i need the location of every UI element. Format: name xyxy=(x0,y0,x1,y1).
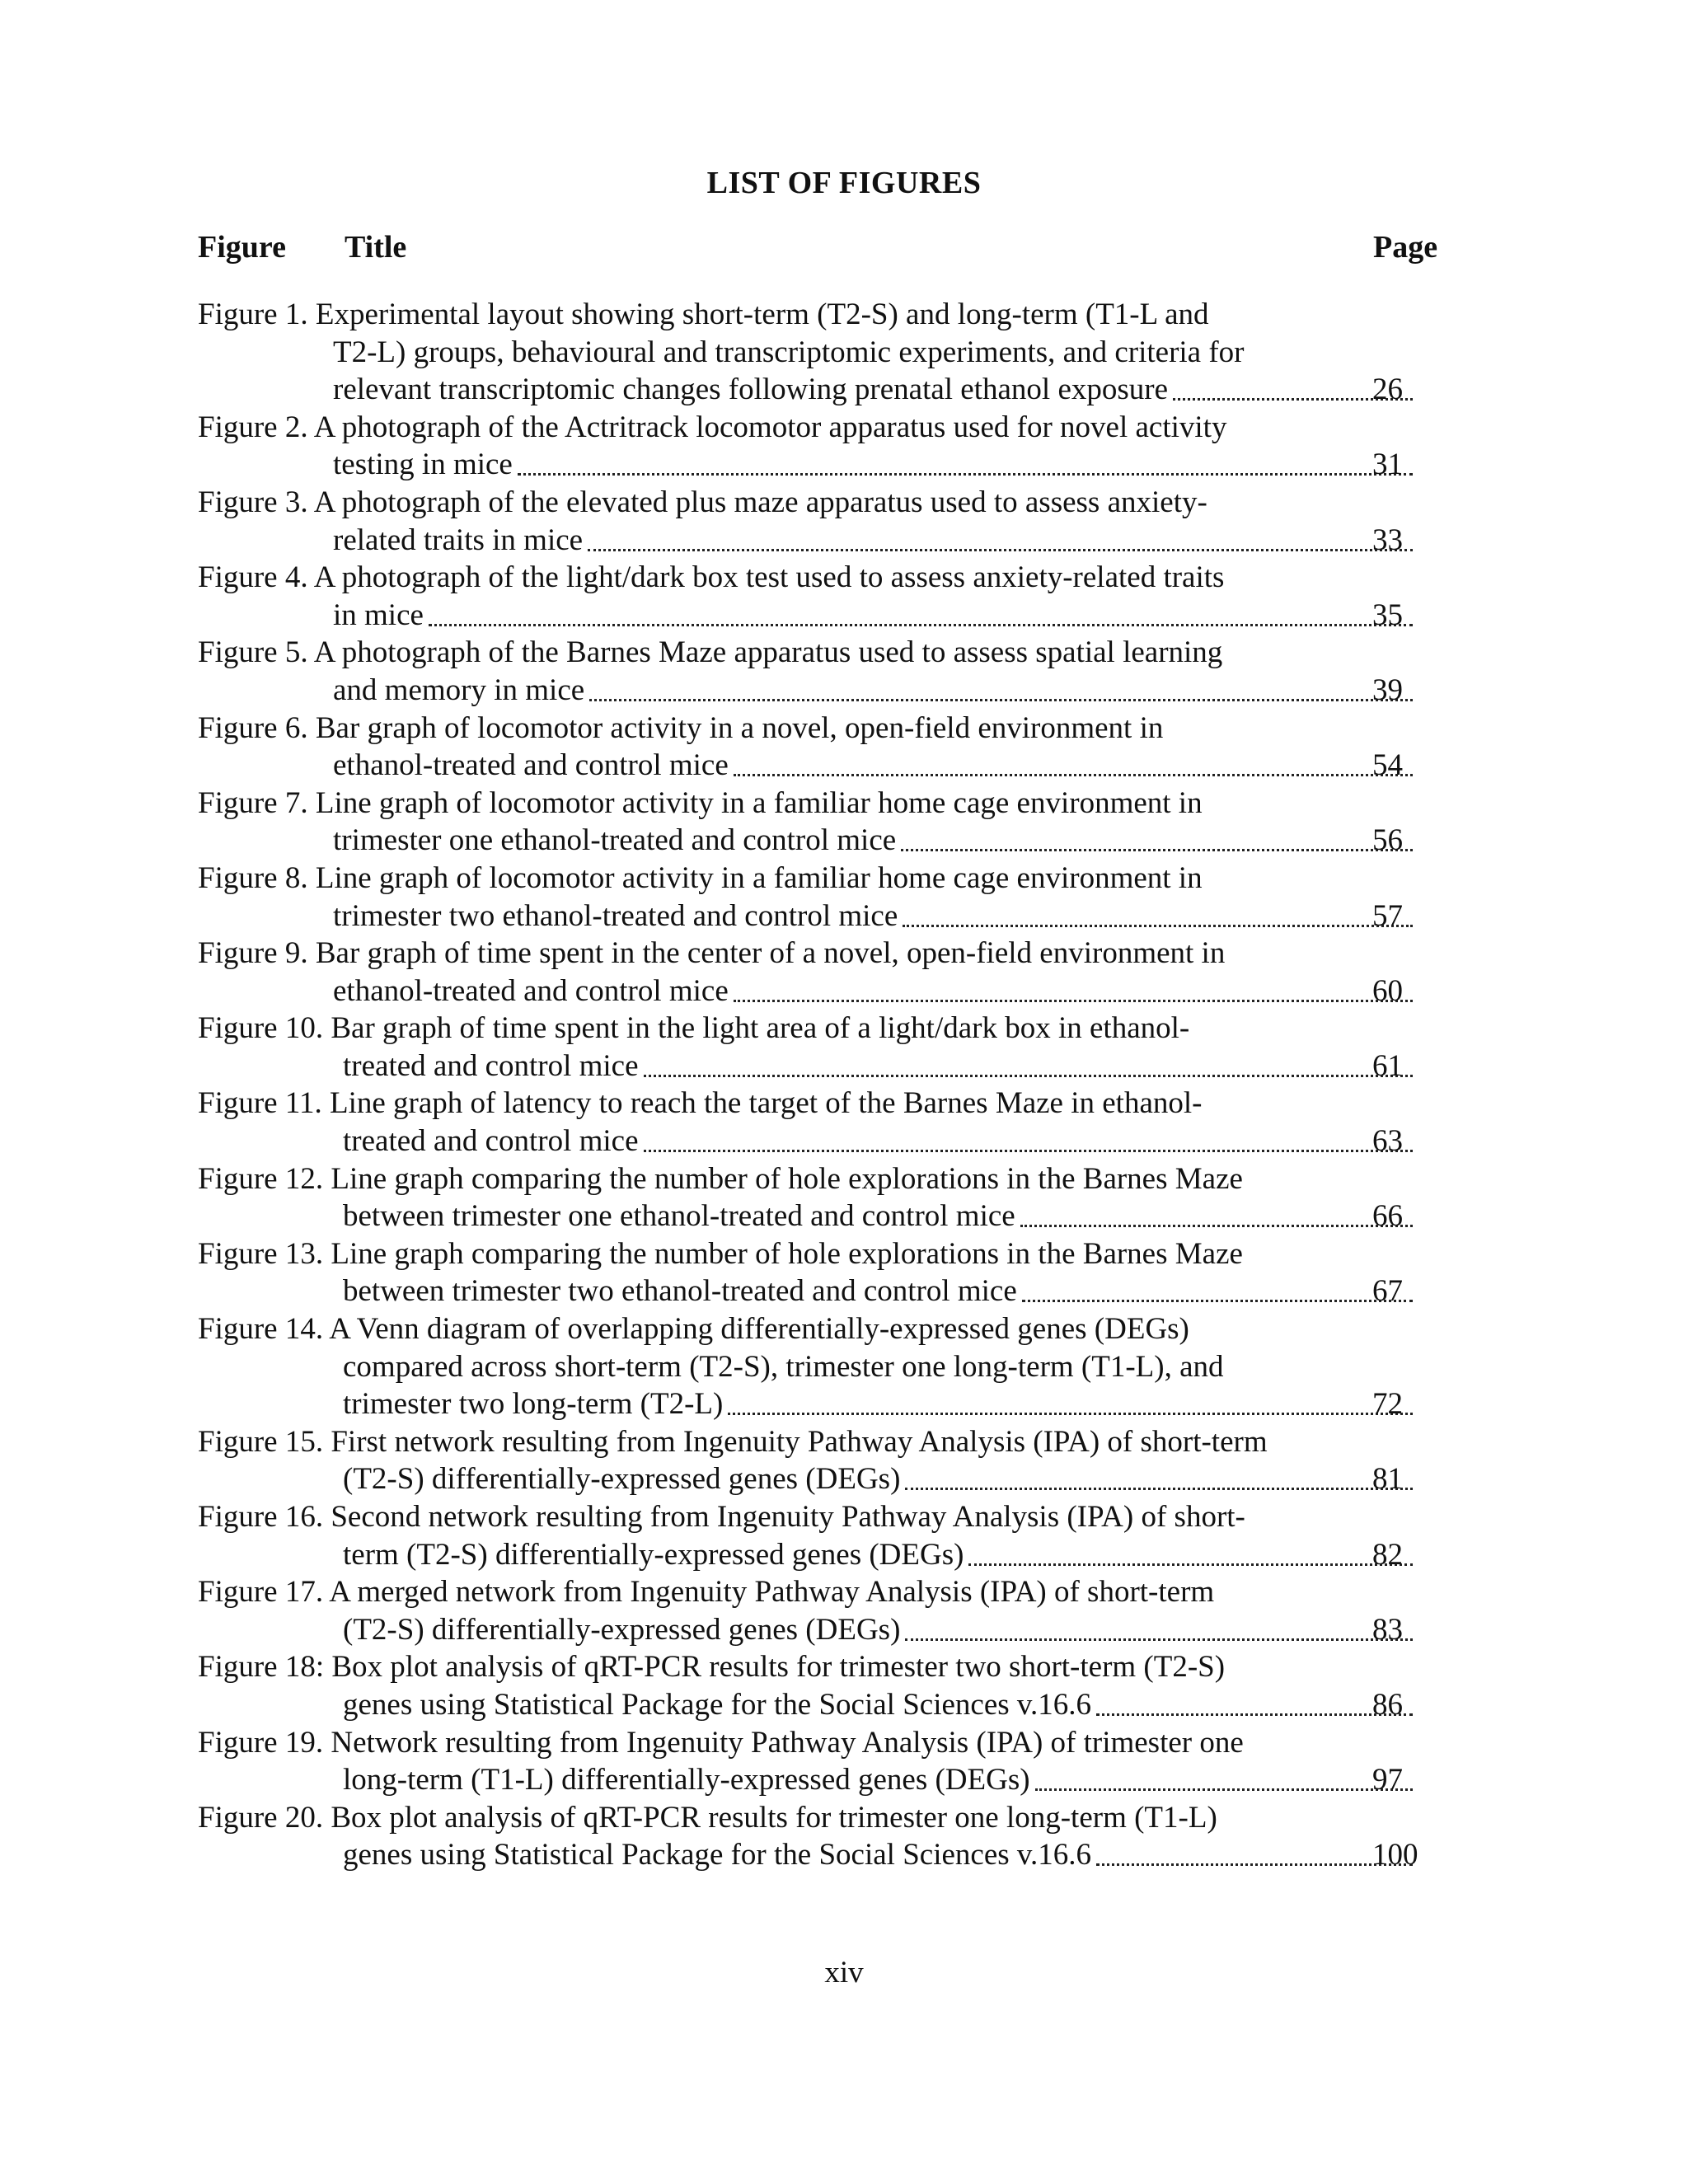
dot-leader xyxy=(1020,1225,1413,1227)
page-ref: 60 xyxy=(1372,973,1403,1008)
list-item[interactable] xyxy=(198,785,1451,860)
figure-title-continuation: between trimester two ethanol-treated and control mice xyxy=(343,1274,1017,1309)
figure-title-continuation: testing in mice xyxy=(333,448,513,482)
dot-leader xyxy=(644,1150,1413,1152)
page-heading: LIST OF FIGURES xyxy=(706,166,982,200)
dot-leader xyxy=(429,624,1413,626)
dot-leader xyxy=(518,473,1413,476)
page-ref: 39 xyxy=(1372,673,1403,707)
list-item[interactable] xyxy=(198,1235,1451,1310)
page-ref: 67 xyxy=(1372,1274,1403,1309)
dot-leader xyxy=(728,1413,1413,1415)
figure-title-line: Figure 16. Second network resulting from Ingenuity Pathway Analysis (IPA) of short- xyxy=(198,1500,1245,1534)
figure-title-line: Figure 6. Bar graph of locomotor activity in a novel, open-field environment in xyxy=(198,710,1164,745)
page-ref: 81 xyxy=(1372,1462,1403,1497)
figure-title-continuation: ethanol-treated and control mice xyxy=(333,748,729,783)
dot-leader xyxy=(905,1488,1413,1490)
list-item[interactable] xyxy=(198,409,1451,484)
dot-leader xyxy=(589,699,1413,701)
list-item[interactable] xyxy=(198,484,1451,559)
column-header-title: Title xyxy=(345,230,407,265)
list-item[interactable] xyxy=(198,1724,1451,1799)
page-ref: 26 xyxy=(1372,373,1403,407)
figure-title-continuation: relevant transcriptomic changes following prenatal ethanol exposure xyxy=(333,373,1169,407)
figure-title-continuation: related traits in mice xyxy=(333,523,584,557)
list-item[interactable] xyxy=(198,1423,1451,1498)
figure-title-line: Figure 2. A photograph of the Actritrack locomotor apparatus used for novel activity xyxy=(198,410,1227,444)
dot-leader xyxy=(1022,1300,1413,1302)
list-item[interactable] xyxy=(198,860,1451,935)
figure-title-line: Figure 12. Line graph comparing the number of hole explorations in the Barnes Maze xyxy=(198,1161,1243,1196)
list-item[interactable] xyxy=(198,1010,1451,1085)
figure-title-line: Figure 3. A photograph of the elevated plus maze apparatus used to assess anxiety- xyxy=(198,485,1207,519)
page-ref: 72 xyxy=(1372,1387,1403,1422)
list-item[interactable] xyxy=(198,1085,1451,1160)
figure-title-continuation: between trimester one ethanol-treated and control mice xyxy=(343,1199,1015,1234)
dot-leader xyxy=(901,849,1413,851)
figure-title-continuation: (T2-S) differentially-expressed genes (DEGs) xyxy=(343,1612,901,1647)
figure-title-line: Figure 17. A merged network from Ingenuity Pathway Analysis (IPA) of short-term xyxy=(198,1575,1215,1610)
dot-leader xyxy=(644,1075,1413,1077)
page-ref: 33 xyxy=(1372,523,1403,557)
figure-title-continuation: (T2-S) differentially-expressed genes (DEGs) xyxy=(343,1462,901,1497)
figure-title-continuation: long-term (T1-L) differentially-expressed genes (DEGs) xyxy=(343,1763,1030,1797)
page-ref: 83 xyxy=(1372,1612,1403,1647)
page-ref: 54 xyxy=(1372,748,1403,783)
figure-title-continuation: trimester one ethanol-treated and control mice xyxy=(333,823,897,858)
figure-title-line: Figure 1. Experimental layout showing short-term (T2-S) and long-term (T1-L and xyxy=(198,298,1209,331)
figure-title-line: Figure 9. Bar graph of time spent in the center of a novel, open-field environment in xyxy=(198,936,1226,971)
figure-list xyxy=(198,296,1451,1874)
figure-title-line: Figure 4. A photograph of the light/dark box test used to assess anxiety-related traits xyxy=(198,560,1225,595)
column-header-page: Page xyxy=(1373,230,1438,265)
page-ref: 35 xyxy=(1372,598,1403,632)
dot-leader xyxy=(1035,1788,1413,1791)
figure-title-line: Figure 14. A Venn diagram of overlapping differentially-expressed genes (DEGs) xyxy=(198,1312,1189,1347)
column-header-figure: Figure xyxy=(198,230,286,265)
dot-leader xyxy=(588,549,1413,551)
figure-title-line: Figure 10. Bar graph of time spent in the light area of a light/dark box in ethanol- xyxy=(198,1011,1190,1046)
figure-title-line: Figure 18: Box plot analysis of qRT-PCR results for trimester two short-term (T2-S) xyxy=(198,1650,1226,1685)
page-ref: 57 xyxy=(1372,898,1403,933)
page-number: xiv xyxy=(824,1956,864,1990)
page-ref: 61 xyxy=(1372,1048,1403,1083)
figure-title-continuation: genes using Statistical Package for the Social Sciences v.16.6 xyxy=(343,1687,1091,1722)
figure-title-continuation: treated and control mice xyxy=(343,1048,639,1083)
figure-title-line: Figure 19. Network resulting from Ingenuity Pathway Analysis (IPA) of trimester one xyxy=(198,1725,1244,1760)
page-ref: 82 xyxy=(1372,1537,1403,1572)
figure-title-continuation: compared across short-term (T2-S), trimester one long-term (T1-L), and xyxy=(343,1349,1224,1384)
list-item[interactable] xyxy=(198,1498,1451,1573)
figure-title-continuation: and memory in mice xyxy=(333,673,585,707)
page-ref: 31 xyxy=(1372,448,1403,482)
figure-title-continuation: trimester two ethanol-treated and control mice xyxy=(333,898,898,933)
figure-title-continuation: treated and control mice xyxy=(343,1124,639,1159)
dot-leader xyxy=(903,925,1413,927)
figure-title-line: Figure 15. First network resulting from Ingenuity Pathway Analysis (IPA) of short-term xyxy=(198,1424,1268,1459)
list-item[interactable] xyxy=(198,1648,1451,1723)
figure-title-continuation: genes using Statistical Package for the Social Sciences v.16.6 xyxy=(343,1838,1091,1872)
dot-leader xyxy=(905,1638,1413,1641)
figure-title-continuation: trimester two long-term (T2-L) xyxy=(343,1387,724,1422)
page-ref: 86 xyxy=(1372,1687,1403,1722)
list-item[interactable] xyxy=(198,296,1451,409)
list-item[interactable] xyxy=(198,1310,1451,1423)
dot-leader xyxy=(1096,1863,1413,1866)
list-item[interactable] xyxy=(198,1573,1451,1648)
figure-title-line: Figure 13. Line graph comparing the number of hole explorations in the Barnes Maze xyxy=(198,1236,1243,1271)
page-ref: 66 xyxy=(1372,1199,1403,1234)
figure-title-line: Figure 20. Box plot analysis of qRT-PCR results for trimester one long-term (T1-L) xyxy=(198,1800,1217,1835)
figure-title-line: Figure 7. Line graph of locomotor activity in a familiar home cage environment in xyxy=(198,785,1203,820)
list-item[interactable] xyxy=(198,634,1451,709)
list-item[interactable] xyxy=(198,1160,1451,1235)
dot-leader xyxy=(734,774,1413,776)
figure-title-continuation: term (T2-S) differentially-expressed genes (DEGs) xyxy=(343,1537,964,1572)
dot-leader xyxy=(968,1563,1413,1566)
list-item[interactable] xyxy=(198,1799,1451,1874)
page-ref: 56 xyxy=(1372,823,1403,858)
figure-title-line: Figure 5. A photograph of the Barnes Maze apparatus used to assess spatial learning xyxy=(198,635,1223,670)
dot-leader xyxy=(734,1000,1413,1002)
page-ref: 100 xyxy=(1372,1838,1418,1872)
dot-leader xyxy=(1096,1713,1413,1716)
list-item[interactable] xyxy=(198,559,1451,634)
page-ref: 97 xyxy=(1372,1763,1403,1797)
page-ref: 63 xyxy=(1372,1124,1403,1159)
figure-title-continuation: T2-L) groups, behavioural and transcriptomic experiments, and criteria for xyxy=(333,335,1245,369)
list-item[interactable] xyxy=(198,935,1451,1010)
figure-title-continuation: in mice xyxy=(333,598,424,632)
figure-title-line: Figure 11. Line graph of latency to reach the target of the Barnes Maze in ethanol- xyxy=(198,1086,1203,1121)
figure-title-line: Figure 8. Line graph of locomotor activity in a familiar home cage environment in xyxy=(198,860,1203,895)
figure-title-continuation: ethanol-treated and control mice xyxy=(333,973,729,1008)
list-item[interactable] xyxy=(198,710,1451,785)
